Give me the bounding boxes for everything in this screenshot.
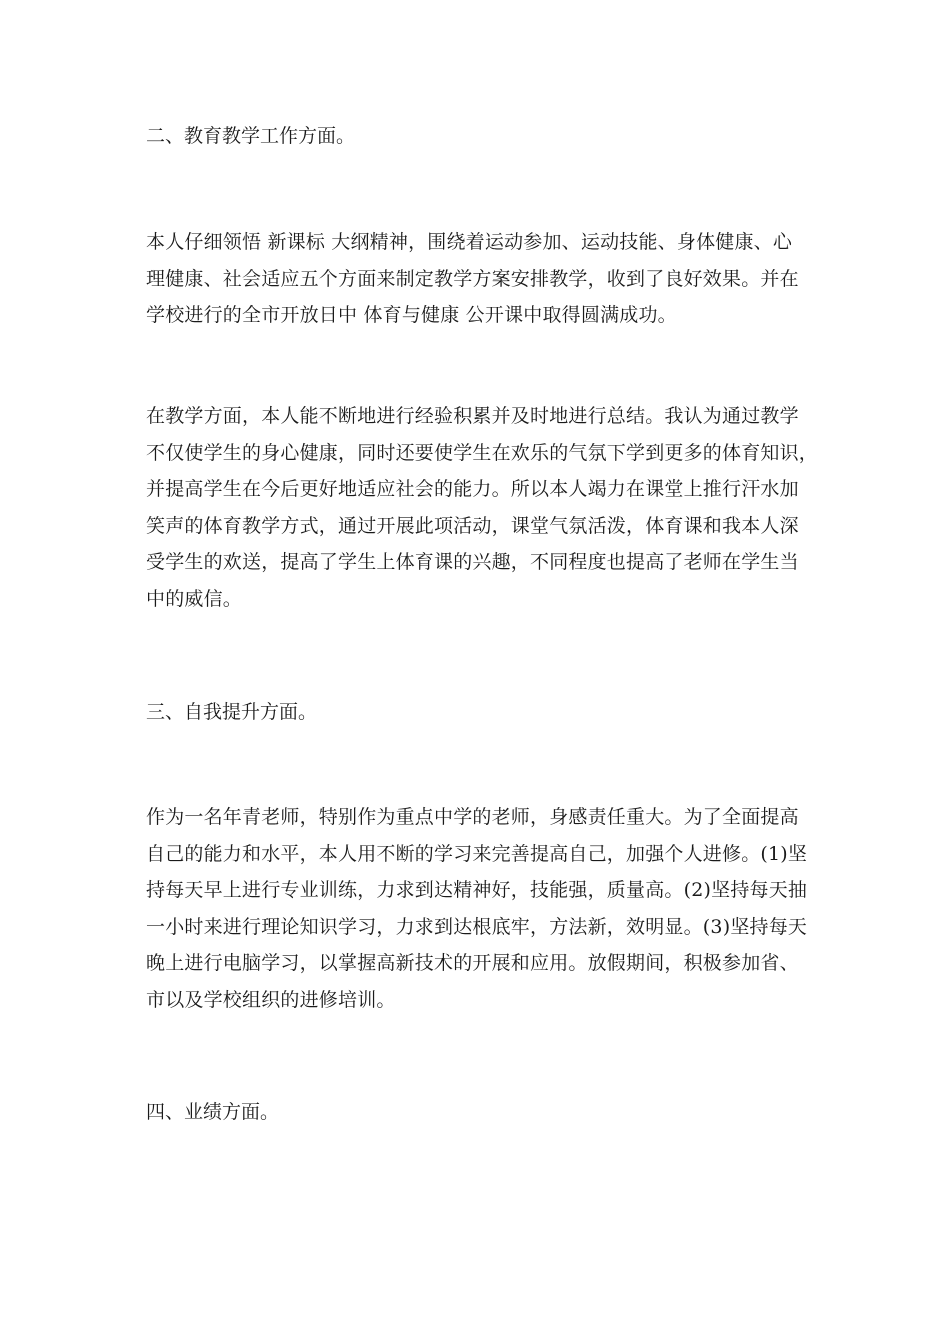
paragraph-line: 中的威信。 (146, 587, 243, 610)
paragraph-line: 作为一名年青老师，特别作为重点中学的老师，身感责任重大。为了全面提高 (146, 806, 799, 828)
paragraph-line: 一小时来进行理论知识学习，力求到达根底牢，方法新，效明显。(3)坚持每天 (146, 915, 808, 938)
paragraph-line: 不仅使学生的身心健康，同时还要使学生在欢乐的气氛下学到更多的体育知识， (146, 441, 819, 464)
paragraph-curriculum (146, 224, 810, 334)
paragraph-self-improvement (146, 799, 810, 1018)
paragraph-teaching-experience (146, 398, 819, 617)
paragraph-line: 受学生的欢送，提高了学生上体育课的兴趣，不同程度也提高了老师在学生当 (146, 551, 799, 573)
paragraph-line: 市以及学校组织的进修培训。 (146, 988, 396, 1011)
paragraph-line: 自己的能力和水平，本人用不断的学习来完善提高自己，加强个人进修。(1)坚 (146, 842, 808, 865)
section-heading-self-improvement: 三、自我提升方面。 (146, 701, 318, 723)
paragraph-line: 持每天早上进行专业训练，力求到达精神好，技能强，质量高。(2)坚持每天抽 (146, 879, 808, 901)
paragraph-line: 学校进行的全市开放日中 体育与健康 公开课中取得圆满成功。 (146, 304, 677, 326)
section-heading-achievements: 四、业绩方面。 (146, 1101, 280, 1123)
paragraph-line: 理健康、社会适应五个方面来制定教学方案安排教学，收到了良好效果。并在 (146, 267, 799, 290)
section-heading-teaching: 二、教育教学工作方面。 (146, 125, 356, 147)
paragraph-line: 本人仔细领悟 新课标 大纲精神，围绕着运动参加、运动技能、身体健康、心 (146, 231, 793, 253)
paragraph-line: 并提高学生在今后更好地适应社会的能力。所以本人竭力在课堂上推行汗水加 (146, 478, 799, 500)
paragraph-line: 笑声的体育教学方式，通过开展此项活动，课堂气氛活泼，体育课和我本人深 (146, 514, 799, 537)
paragraph-line: 在教学方面，本人能不断地进行经验积累并及时地进行总结。我认为通过教学 (146, 405, 799, 427)
paragraph-line: 晚上进行电脑学习，以掌握高新技术的开展和应用。放假期间，积极参加省、 (146, 952, 799, 974)
